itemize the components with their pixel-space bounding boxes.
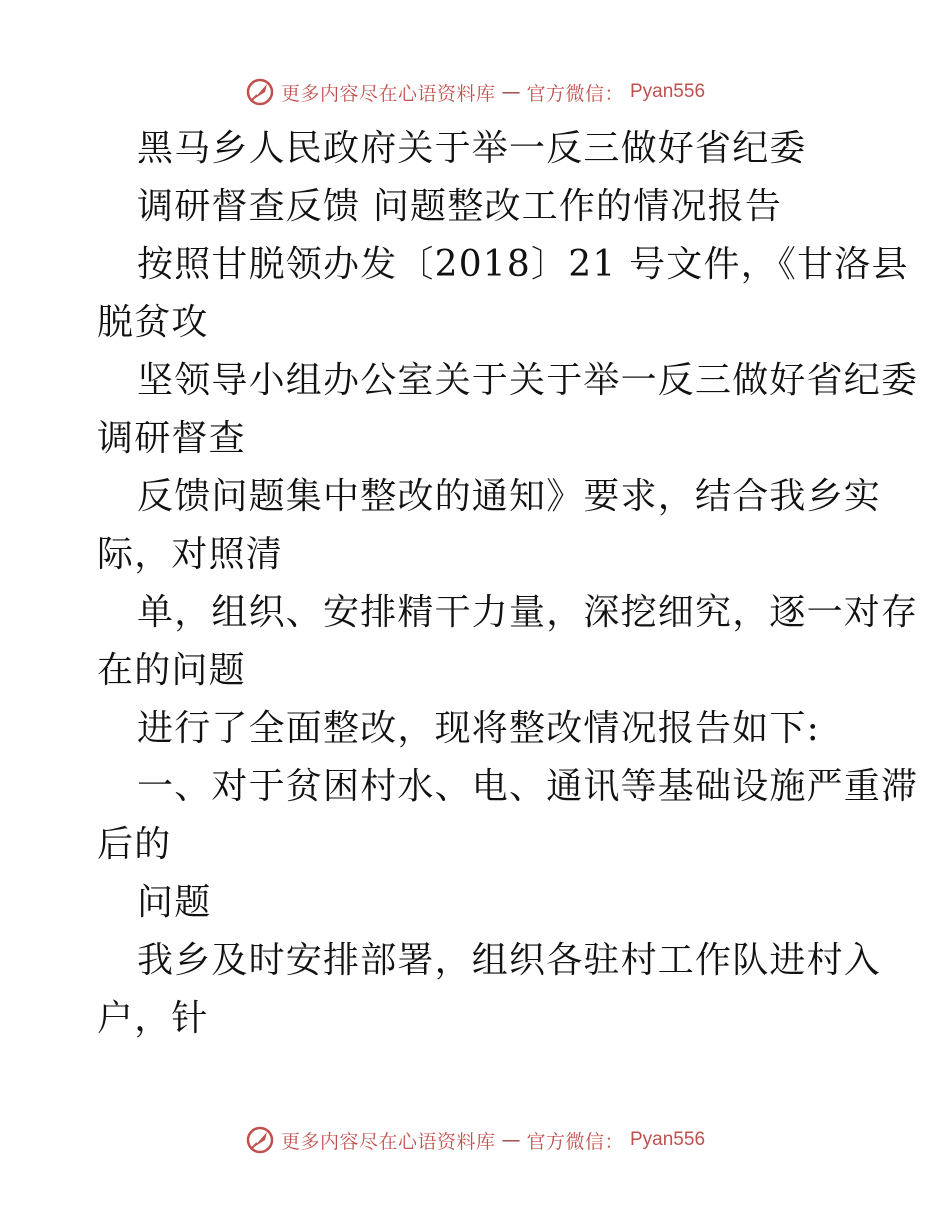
section-heading-line: 后的 xyxy=(97,824,172,865)
header-watermark xyxy=(0,72,950,112)
watermark-text: 更多内容尽在心语资料库 xyxy=(280,1130,496,1153)
paragraph-line: 际，对照清 xyxy=(97,534,284,575)
quill-logo-icon xyxy=(245,77,275,107)
watermark-id: Pyan556 xyxy=(630,81,706,102)
watermark-separator: — xyxy=(501,81,521,103)
paragraph-line: 进行了全面整改，现将整改情况报告如下: xyxy=(137,708,820,749)
title-line-2: 调研督查反馈 问题整改工作的情况报告 xyxy=(137,186,783,227)
paragraph-line: 调研督查 xyxy=(97,418,246,459)
footer-watermark xyxy=(0,1120,950,1160)
paragraph-line: 脱贫攻 xyxy=(97,302,209,343)
watermark-contact: 官方微信： xyxy=(526,1130,624,1153)
paragraph-line: 反馈问题集中整改的通知》要求，结合我乡实 xyxy=(137,476,882,517)
paragraph-line: 我乡及时安排部署，组织各驻村工作队进村入 xyxy=(137,940,882,981)
watermark-contact: 官方微信： xyxy=(526,82,624,105)
paragraph-line: 单，组织、安排精干力量，深挖细究，逐一对存 xyxy=(137,592,919,633)
section-heading-line: 一、对于贫困村水、电、通讯等基础设施严重滞 xyxy=(137,766,919,807)
paragraph-line: 按照甘脱领办发〔2018〕21 号文件，《甘洛县 xyxy=(137,244,909,285)
watermark-text: 更多内容尽在心语资料库 xyxy=(280,82,496,105)
watermark-id: Pyan556 xyxy=(630,1129,706,1150)
document-body xyxy=(97,120,919,1048)
section-heading-line: 问题 xyxy=(137,882,212,923)
paragraph-line: 坚领导小组办公室关于关于举一反三做好省纪委 xyxy=(137,360,919,401)
watermark-separator: — xyxy=(501,1129,521,1151)
paragraph-line: 户，针 xyxy=(97,998,209,1039)
quill-logo-icon xyxy=(245,1125,275,1155)
title-line-1: 黑马乡人民政府关于举一反三做好省纪委 xyxy=(137,128,807,169)
paragraph-line: 在的问题 xyxy=(97,650,246,691)
